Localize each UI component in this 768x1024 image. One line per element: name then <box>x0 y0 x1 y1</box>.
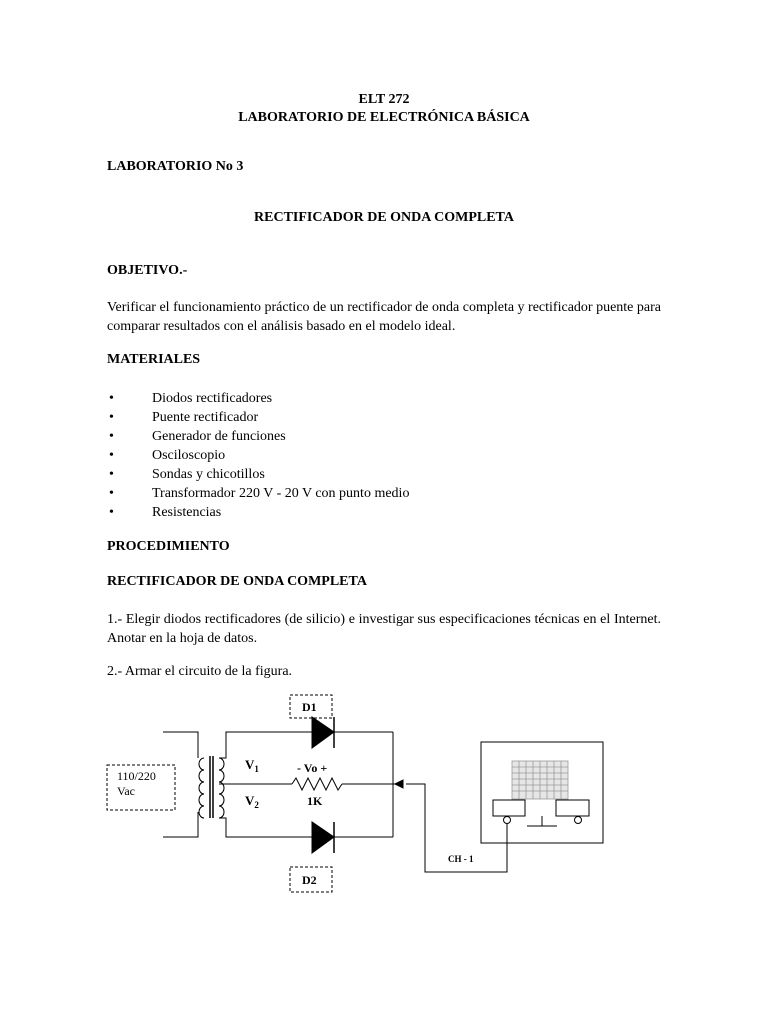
bullet-icon: • <box>109 467 114 482</box>
objective-text: Verificar el funcionamiento práctico de un rectificador de onda completa y rectificador puente para comparar resultados con el análisis basado en el modelo ideal. <box>107 300 661 334</box>
step-2-text: 2.- Armar el circuito de la figura. <box>107 664 293 679</box>
bullet-icon: • <box>109 410 114 425</box>
document-title: RECTIFICADOR DE ONDA COMPLETA <box>254 210 514 225</box>
d1-label: D1 <box>302 700 317 714</box>
procedure-heading: PROCEDIMIENTO <box>107 539 230 554</box>
list-item: • Puente rectificador <box>109 410 259 425</box>
v1-label: $V_1$ <box>245 757 259 774</box>
bullet-icon: • <box>109 448 114 463</box>
d2-diode-icon <box>312 822 334 853</box>
course-name: LABORATORIO DE ELECTRÓNICA BÁSICA <box>238 110 530 125</box>
source-label-2: Vac <box>117 784 135 798</box>
secondary-top-wire <box>219 732 312 758</box>
scope-knob-right <box>575 817 582 824</box>
scope-right-module <box>556 800 589 816</box>
lab-number: LABORATORIO No 3 <box>107 159 244 174</box>
secondary-bottom-wire <box>219 818 312 837</box>
materials-heading: MATERIALES <box>107 352 201 367</box>
scope-screen-grid <box>512 761 568 799</box>
procedure-subheading: RECTIFICADOR DE ONDA COMPLETA <box>107 574 367 589</box>
bullet-icon: • <box>109 429 114 444</box>
d1-diode-icon <box>312 717 334 748</box>
course-code: ELT 272 <box>358 92 410 107</box>
v2-label: $V_2$ <box>245 793 259 810</box>
vo-label: - Vo + <box>297 761 328 775</box>
bullet-icon: • <box>109 486 114 501</box>
scope-left-module <box>493 800 525 816</box>
scope-knob-left <box>504 817 511 824</box>
primary-top-wire <box>163 732 198 758</box>
list-item: • Diodos rectificadores <box>109 391 273 406</box>
resistor-icon <box>292 778 342 790</box>
list-item: • Generador de funciones <box>109 429 286 444</box>
primary-coil-icon <box>199 758 204 818</box>
channel-label: CH - 1 <box>448 854 474 864</box>
list-item: • Resistencias <box>109 505 222 520</box>
primary-bottom-wire <box>163 812 198 837</box>
list-item: • Osciloscopio <box>109 448 226 463</box>
probe-arrow-icon <box>395 780 403 788</box>
step-1-text: 1.- Elegir diodos rectificadores (de silicio) e investigar sus especificaciones técnicas en el Internet. Anotar en la hoja de datos. <box>107 612 661 646</box>
objective-heading: OBJETIVO.- <box>107 263 188 278</box>
source-label-1: 110/220 <box>117 769 156 783</box>
bullet-icon: • <box>109 391 114 406</box>
list-item: • Transformador 220 V - 20 V con punto medio <box>109 486 410 501</box>
resistor-label: 1K <box>307 794 323 808</box>
bullet-icon: • <box>109 505 114 520</box>
secondary-coil-icon <box>219 758 224 818</box>
list-item: • Sondas y chicotillos <box>109 467 265 482</box>
d2-label: D2 <box>302 873 317 887</box>
